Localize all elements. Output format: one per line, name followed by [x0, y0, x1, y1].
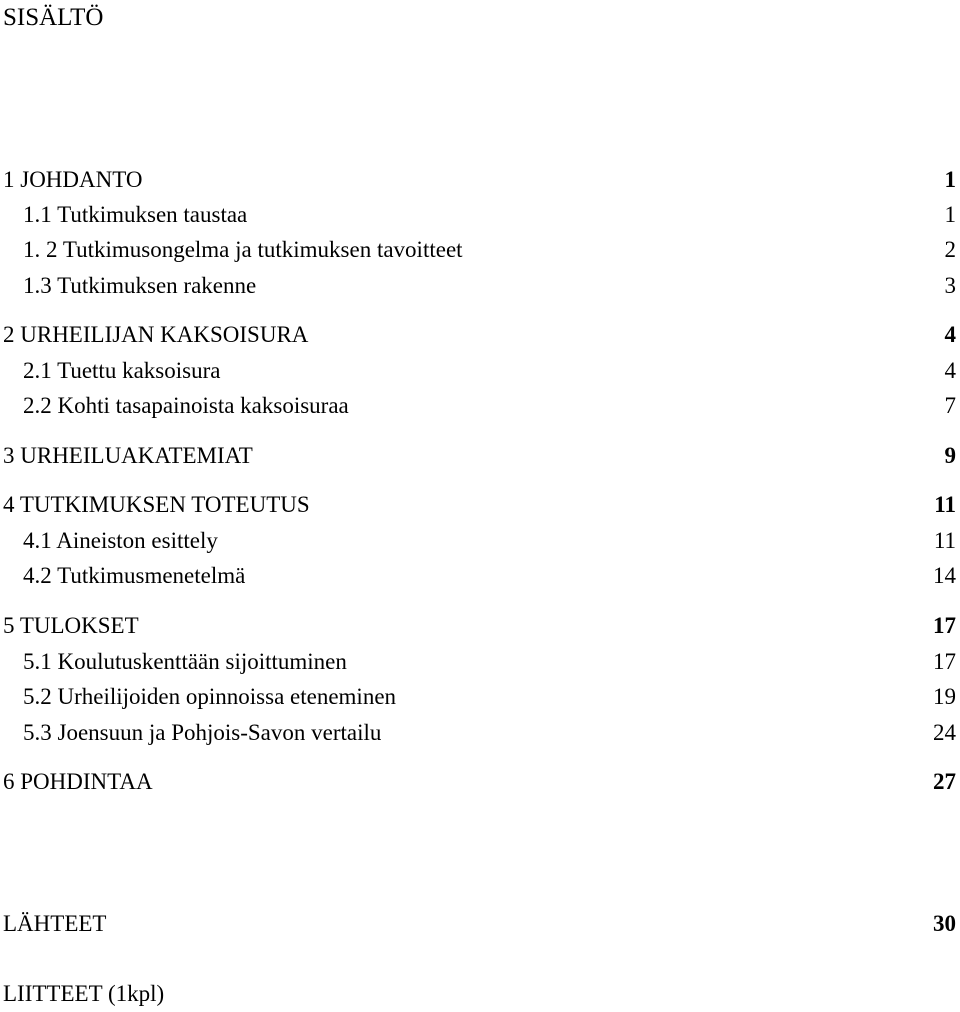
toc-entry-page: 27: [933, 769, 956, 794]
toc-entry-label: 2.1 Tuettu kaksoisura: [23, 358, 221, 383]
toc-entry-page: 7: [944, 393, 956, 418]
toc-entry-label: 1 JOHDANTO: [3, 167, 143, 192]
toc-entry-chapter: [0, 441, 958, 471]
toc-entry-label: 1. 2 Tutkimusongelma ja tutkimuksen tavoitteet: [23, 237, 463, 262]
toc-entry-label: 5.2 Urheilijoiden opinnoissa eteneminen: [23, 684, 397, 709]
toc-entry-section: [0, 391, 958, 421]
toc-entry-label: 1.3 Tutkimuksen rakenne: [23, 273, 257, 298]
toc-entry-section: [0, 682, 958, 712]
toc-entry-page: 24: [933, 720, 956, 745]
toc-entry-section: [0, 235, 958, 265]
toc-entry-chapter: [0, 165, 958, 195]
toc-entry-page: 1: [944, 202, 956, 227]
toc-entry-page: 17: [933, 649, 956, 674]
toc-entry-page: 4: [944, 322, 956, 347]
toc-entry-label: 1.1 Tutkimuksen taustaa: [23, 202, 248, 227]
toc-entry-section: [0, 647, 958, 677]
toc-entry-chapter: [0, 767, 958, 797]
toc-entry-label: LÄHTEET: [3, 911, 107, 936]
toc-entry-label: 3 URHEILUAKATEMIAT: [3, 443, 253, 468]
toc-entry-chapter: [0, 320, 958, 350]
toc-entry-appendices-title: [0, 979, 164, 1009]
toc-entry-label: 5.3 Joensuun ja Pohjois-Savon vertailu: [23, 720, 382, 745]
toc-entry-label: LIITTEET: [3, 981, 103, 1006]
toc-entry-section: [0, 526, 958, 556]
toc-entry-section: [0, 271, 958, 301]
toc-entry-page: 4: [944, 358, 956, 383]
toc-entry-label: 4 TUTKIMUKSEN TOTEUTUS: [3, 492, 310, 517]
toc-entry-section: [0, 356, 958, 386]
toc-entry-note: (1kpl): [107, 981, 165, 1006]
toc-entry-page: 2: [944, 237, 956, 262]
toc-entry-references: [0, 909, 958, 939]
toc-entry-section: [0, 561, 958, 591]
toc-entry-label: 2.2 Kohti tasapainoista kaksoisuraa: [23, 393, 349, 418]
toc-entry-label: 2 URHEILIJAN KAKSOISURA: [3, 322, 309, 347]
toc-entry-page: 9: [944, 443, 956, 468]
toc-entry-label: 5.1 Koulutuskenttään sijoittuminen: [23, 649, 347, 674]
toc-entry-appendices: [0, 979, 958, 1009]
toc-entry-label: 4.1 Aineiston esittely: [23, 528, 218, 553]
toc-entry-page: 30: [933, 911, 956, 936]
toc-entry-section: [0, 718, 958, 748]
toc-entry-label: 6 POHDINTAA: [3, 769, 153, 794]
toc-entry-label: 4.2 Tutkimusmenetelmä: [23, 563, 246, 588]
toc-entry-page: 11: [934, 492, 956, 517]
document-title: SISÄLTÖ: [3, 4, 104, 31]
toc-entry-label: 5 TULOKSET: [3, 613, 139, 638]
toc-entry-page: 14: [933, 563, 956, 588]
toc-entry-chapter: [0, 490, 958, 520]
toc-entry-page: 19: [933, 684, 956, 709]
toc-entry-page: 17: [933, 613, 956, 638]
toc-entry-page: 11: [933, 528, 956, 553]
toc-entry-page: 1: [944, 167, 956, 192]
toc-entry-section: [0, 200, 958, 230]
toc-entry-page: 3: [944, 273, 956, 298]
toc-entry-chapter: [0, 611, 958, 641]
